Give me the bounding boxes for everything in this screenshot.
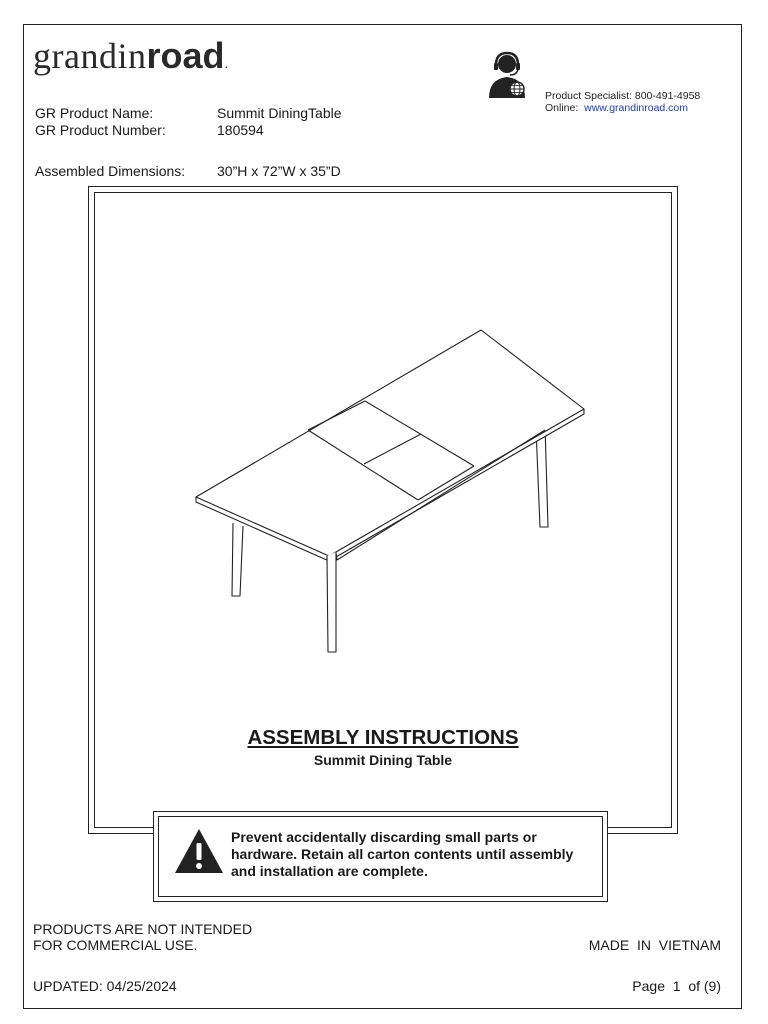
warning-line-3: and installation are complete. — [231, 863, 428, 879]
notice-line-2: FOR COMMERCIAL USE. — [33, 937, 198, 953]
updated-date: UPDATED: 04/25/2024 — [33, 978, 177, 994]
product-number-value: 180594 — [217, 122, 264, 138]
website-link[interactable]: www.grandinroad.com — [584, 102, 689, 114]
brand-logo — [33, 34, 229, 85]
page-number: Page 1 of (9) — [632, 978, 721, 994]
warning-line-1: Prevent accidentally discarding small parts or — [231, 829, 537, 845]
commercial-use-notice — [33, 921, 252, 953]
specialist-phone: Product Specialist: 800-491-4958 — [545, 90, 701, 102]
document-title: ASSEMBLY INSTRUCTIONS — [247, 726, 519, 749]
product-number-label: GR Product Number: — [35, 122, 166, 138]
warning-text — [231, 829, 603, 880]
contact-info — [545, 90, 700, 114]
notice-line-1: PRODUCTS ARE NOT INTENDED — [33, 921, 253, 937]
product-name-label: GR Product Name: — [35, 105, 154, 121]
warning-line-2: hardware. Retain all carton contents until assembly — [231, 846, 574, 862]
dimensions-value: 30”H x 72”W x 35”D — [217, 163, 341, 179]
document-subtitle: Summit Dining Table — [313, 752, 453, 768]
online-label: Online: — [545, 102, 579, 114]
logo-light-text: grandin — [33, 36, 147, 76]
country-of-origin: MADE IN VIETNAM — [588, 937, 721, 953]
logo-dot: . — [224, 55, 229, 71]
logo-bold-text: road — [146, 35, 225, 76]
warning-triangle-icon — [174, 827, 224, 875]
product-name-value: Summit DiningTable — [217, 105, 342, 121]
dining-table-illustration — [180, 320, 590, 660]
dimensions-label: Assembled Dimensions: — [35, 163, 186, 179]
customer-support-icon — [483, 50, 531, 98]
